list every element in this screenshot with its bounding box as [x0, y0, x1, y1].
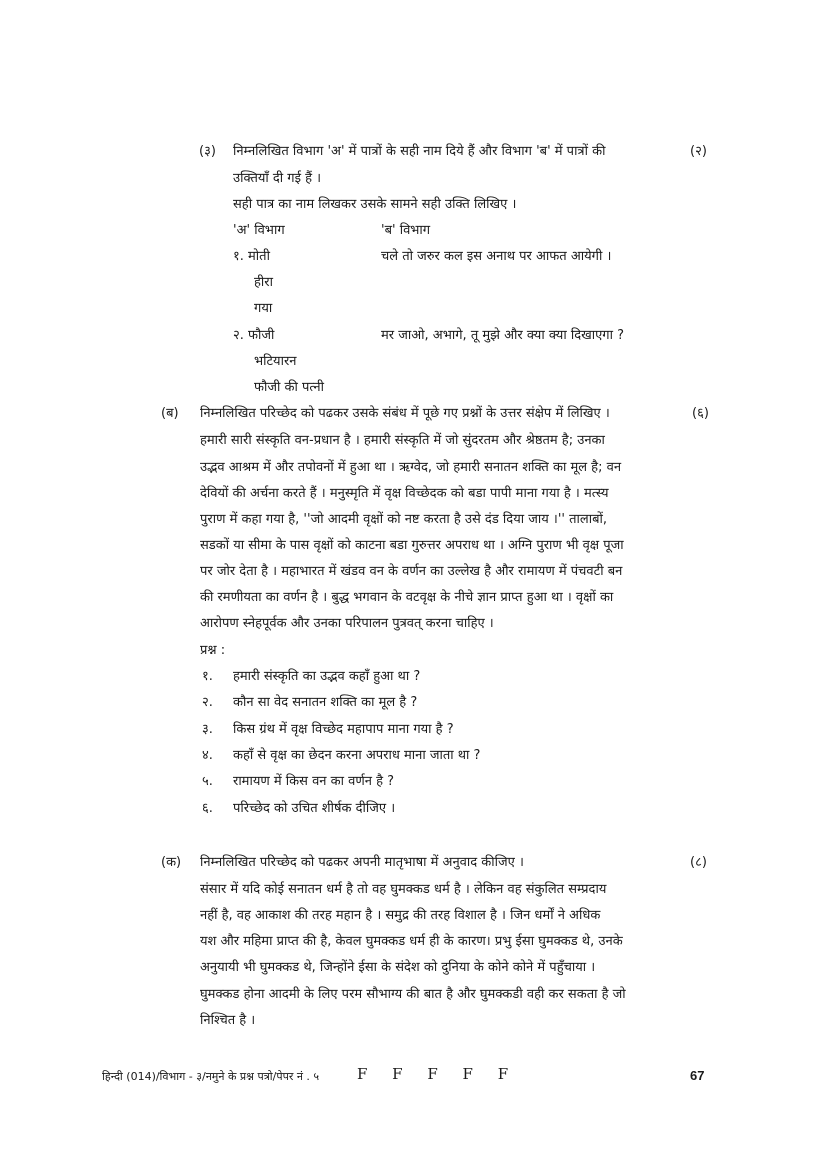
- column-heading-b: 'ब' विभाग: [381, 223, 431, 238]
- paragraph-line: संसार में यदि कोई सनातन धर्म है तो वह घुमक्कड धर्म है । लेकिन वह संकुलित सम्प्रदाय: [200, 882, 607, 897]
- list-item: १. मोती: [233, 249, 270, 264]
- sub-question: रामायण में किस वन का वर्णन है ?: [233, 774, 395, 789]
- question-text: निम्नलिखित विभाग 'अ' में पात्रों के सही नाम दिये हैं और विभाग 'ब' में पात्रों की: [233, 144, 606, 159]
- question-index: ४.: [202, 748, 213, 763]
- question-index: १.: [202, 669, 213, 684]
- column-heading-a: 'अ' विभाग: [233, 223, 285, 238]
- footer-reference: हिन्दी (014)/विभाग - ३/नमुने के प्रश्न पत्रो/पेपर नं . ५: [102, 1070, 320, 1083]
- footer-marker: F F F F F: [357, 1065, 519, 1083]
- sub-question: हमारी संस्कृति का उद्भव कहाँ हुआ था ?: [233, 669, 421, 684]
- sub-question: कहाँ से वृक्ष का छेदन करना अपराध माना जाता था ?: [233, 748, 481, 763]
- marks: (६): [692, 406, 709, 421]
- list-item: हीरा: [254, 275, 273, 290]
- list-item: मर जाओ, अभागे, तू मुझे और क्या क्या दिखाएगा ?: [381, 328, 625, 343]
- question-index: ५.: [202, 774, 213, 789]
- paragraph-line: यश और महिमा प्राप्त की है, केवल घुमक्कड धर्म ही के कारण। प्रभु ईसा घुमक्कड थे, उनके: [200, 934, 623, 949]
- paragraph-line: देवियों की अर्चना करते हैं । मनुस्मृति में वृक्ष विच्छेदक को बडा पापी माना गया है । मत्स्य: [200, 486, 609, 501]
- question-index: ३.: [202, 722, 213, 737]
- paragraph-line: सडकों या सीमा के पास वृक्षों को काटना बडा गुरुत्तर अपराध था । अग्नि पुराण भी वृक्ष पूजा: [200, 538, 624, 553]
- question-number: (ब): [161, 406, 179, 421]
- question-text: निम्नलिखित परिच्छेद को पढकर उसके संबंध में पूछे गए प्रश्नों के उत्तर संक्षेप में लिखिए ।: [200, 406, 610, 421]
- paragraph-line: पुराण में कहा गया है, ''जो आदमी वृक्षों को नष्ट करता है उसे दंड दिया जाय ।'' तालाबों,: [200, 512, 608, 527]
- paragraph-line: घुमक्कड होना आदमी के लिए परम सौभाग्य की बात है और घुमक्कडी वही कर सकता है जो: [200, 987, 626, 1002]
- paragraph-line: अनुयायी भी घुमक्कड थे, जिन्होंने ईसा के संदेश को दुनिया के कोने कोने में पहुँचाया ।: [200, 960, 596, 975]
- sub-question: परिच्छेद को उचित शीर्षक दीजिए ।: [233, 801, 396, 816]
- question-index: २.: [202, 695, 213, 710]
- question-text: उक्तियाँ दी गई हैं ।: [233, 171, 322, 186]
- list-item: २. फौजी: [233, 328, 275, 343]
- question-index: ६.: [202, 801, 213, 816]
- list-item: गया: [254, 301, 273, 316]
- sub-question: किस ग्रंथ में वृक्ष विच्छेद महापाप माना गया है ?: [233, 722, 454, 737]
- question-number: (क): [161, 855, 182, 870]
- paragraph-line: उद्भव आश्रम में और तपोवनों में हुआ था । ऋग्वेद, जो हमारी सनातन शक्ति का मूल है; वन: [200, 460, 622, 475]
- paragraph-line: आरोपण स्नेहपूर्वक और उनका परिपालन पुत्रवत् करना चाहिए ।: [200, 616, 494, 631]
- list-item: फौजी की पत्नी: [254, 380, 324, 395]
- paragraph-line: निश्चित है ।: [200, 1013, 256, 1028]
- marks: (८): [690, 855, 707, 870]
- question-number: (३): [199, 144, 216, 159]
- paragraph-line: हमारी सारी संस्कृति वन-प्रधान है । हमारी संस्कृति में जो सुंदरतम और श्रेष्ठतम है; उनका: [200, 433, 605, 448]
- list-item: चले तो जरुर कल इस अनाथ पर आफत आयेगी ।: [381, 249, 612, 264]
- paragraph-line: नहीं है, वह आकाश की तरह महान है । समुद्र की तरह विशाल है । जिन धर्मों ने अधिक: [200, 908, 601, 923]
- questions-heading: प्रश्न :: [200, 643, 226, 658]
- question-text: निम्नलिखित परिच्छेद को पढकर अपनी मातृभाषा में अनुवाद कीजिए ।: [200, 855, 524, 870]
- paragraph-line: पर जोर देता है । महाभारत में खंडव वन के वर्णन का उल्लेख है और रामायण में पंचवटी बन: [200, 564, 623, 579]
- marks: (२): [690, 144, 707, 159]
- list-item: भटियारन: [254, 354, 297, 369]
- sub-question: कौन सा वेद सनातन शक्ति का मूल है ?: [233, 695, 418, 710]
- paragraph-line: की रमणीयता का वर्णन है । बुद्ध भगवान के वटवृक्ष के नीचे ज्ञान प्राप्त हुआ था । वृक्षों का: [200, 590, 614, 605]
- page-number: 67: [690, 1068, 705, 1083]
- question-text: सही पात्र का नाम लिखकर उसके सामने सही उक्ति लिखिए ।: [233, 197, 517, 212]
